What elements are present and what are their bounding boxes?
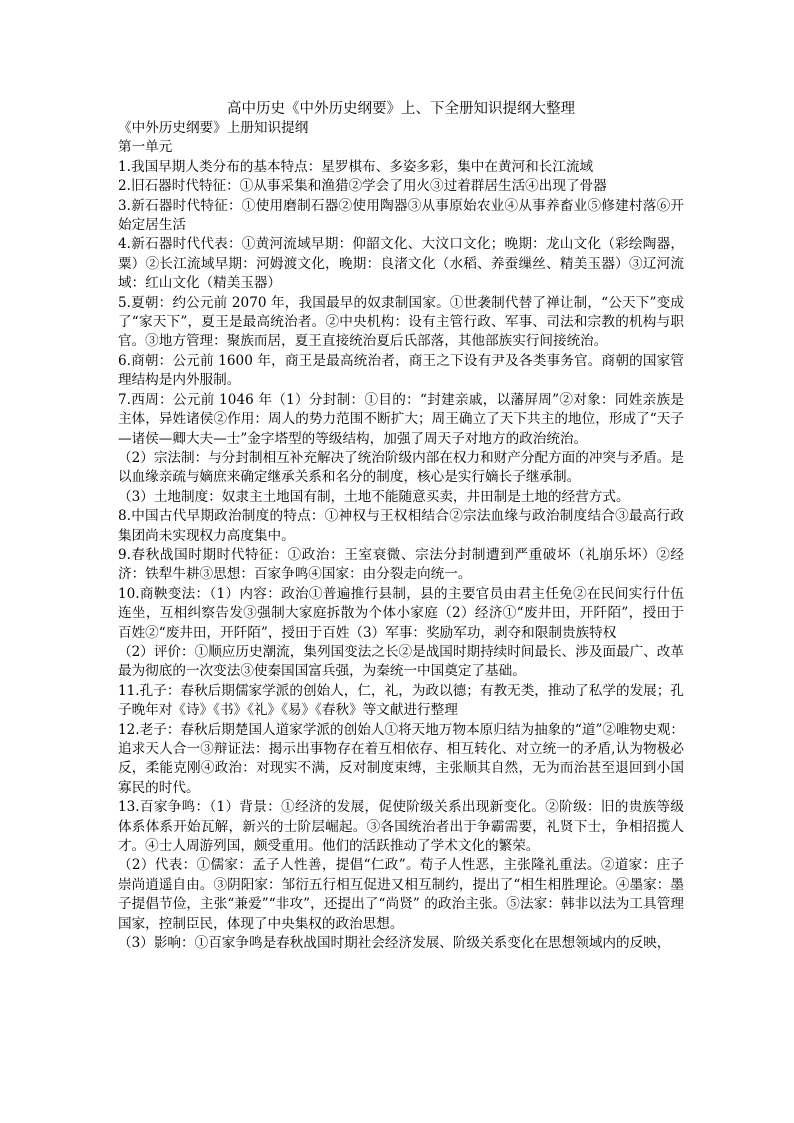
paragraph-11: 11.孔子：春秋后期儒家学派的创始人，仁，礼，为政以德；有教无类，推动了私学的发展；孔子晚年对《诗》《书》《礼》《易》《春秋》等文献进行整理 — [118, 682, 684, 719]
paragraph-7-3: （3）土地制度：奴隶主土地国有制，土地不能随意买卖，井田制是土地的经营方式。 — [118, 488, 630, 505]
unit-heading: 第一单元 — [118, 139, 173, 156]
paragraph-4: 4.新石器时代代表：①黄河流域早期：仰韶文化、大汶口文化；晚期：龙山文化（彩绘陶器，粟）②长江流域早期：河姆渡文化，晚期：良渚文化（水稻、养蚕缫丝、精美玉器）③辽河流域：红山文化（精美玉器） — [118, 236, 684, 292]
paragraph-10: 10.商鞅变法：（1）内容：政治①普遍推行县制，县的主要官员由君主任免②在民间实行什伍连坐，互相纠察告发③强制大家庭拆散为个体小家庭（2）经济①“废井田，开阡陌”，授田于百姓②“废井田，开阡陌”，授田于百姓（3）军事：奖励军功，剥夺和限制贵族特权 — [118, 585, 684, 641]
paragraph-10-2: （2）评价：①顺应历史潮流，集列国变法之长②是战国时期持续时间最长、涉及面最广、改革最为彻底的一次变法③使秦国国富兵强，为秦统一中国奠定了基础。 — [118, 643, 684, 680]
paragraph-2: 2.旧石器时代特征：①从事采集和渔猎②学会了用火③过着群居生活④出现了骨器 — [118, 178, 607, 195]
paragraph-7-2: （2）宗法制：与分封制相互补充解决了统治阶级内部在权力和财产分配方面的冲突与矛盾。是以血缘亲疏与嫡庶来确定继承关系和名分的制度，核心是实行嫡长子继承制。 — [118, 449, 684, 486]
paragraph-8: 8.中国古代早期政治制度的特点：①神权与王权相结合②宗法血缘与政治制度结合③最高行政集团尚未实现权力高度集中。 — [118, 508, 684, 544]
paragraph-3: 3.新石器时代特征：①使用磨制石器②使用陶器③从事原始农业④从事养畜业⑤修建村落⑥开始定居生活 — [118, 197, 684, 234]
document-subtitle: 《中外历史纲要》上册知识提纲 — [118, 120, 309, 136]
paragraph-7: 7.西周：公元前 1046 年（1）分封制：①目的：“封建亲戚，以藩屏周”②对象：同姓亲族是主体，异姓诸侯②作用：周人的势力范围不断扩大；周王确立了天下共主的地位，形成了“天子—诸侯—卿大夫—士”金字塔型的等级结构，加强了周天子对地方的政治统治。 — [118, 391, 684, 447]
paragraph-13: 13.百家争鸣：（1）背景：①经济的发展，促使阶级关系出现新变化。②阶级：旧的贵族等级体系体系开始瓦解，新兴的士阶层崛起。③各国统治者出于争霸需要，礼贤下士，争相招揽人才。④士人周游列国，颇受重用。他们的活跃推动了学术文化的繁荣。 — [118, 799, 684, 855]
paragraph-12: 12.老子：春秋后期楚国人道家学派的创始人①将天地万物本原归结为抽象的“道”②唯物史观：追求天人合一③辩证法：揭示出事物存在着互相依存、相互转化、对立统一的矛盾,认为物极必反，柔能克刚④政治：对现实不满，反对制度束缚，主张顺其自然，无为而治甚至退回到小国寡民的时代。 — [118, 721, 684, 796]
paragraph-9: 9.春秋战国时期时代特征：①政治：王室衰微、宗法分封制遭到严重破坏（礼崩乐坏）②经济：铁犁牛耕③思想：百家争鸣④国家：由分裂走向统一。 — [118, 546, 684, 583]
document-title: 高中历史《中外历史纲要》上、下全册知识提纲大整理 — [227, 101, 575, 117]
paragraph-6: 6.商朝：公元前 1600 年，商王是最高统治者，商王之下设有尹及各类事务官。商朝的国家管理结构是内外服制。 — [118, 352, 684, 389]
paragraph-13-2: （2）代表：①儒家：孟子人性善，提倡“仁政”。荀子人性恶，主张隆礼重法。②道家：庄子崇尚逍遥自由。③阴阳家：邹衍五行相互促进又相互制约，提出了“相生相胜理论。④墨家：墨子提倡节俭，主张“兼爱”“非攻”，还提出了“尚贤” 的政治主张。⑤法家：韩非以法为工具管理国家，控制臣民，体现了中央集权的政治思想。 — [118, 857, 684, 932]
paragraph-5: 5.夏朝：约公元前 2070 年，我国最早的奴隶制国家。①世袭制代替了禅让制，“公天下”变成了“家天下”，夏王是最高统治者。②中央机构：设有主管行政、军事、司法和宗教的机构与职官。③地方管理：聚族而居，夏王直接统治夏后氏部落，其他部族实行间接统治。 — [118, 294, 684, 350]
document-page — [118, 99, 684, 953]
paragraph-1: 1.我国早期人类分布的基本特点：星罗棋布、多姿多彩，集中在黄河和长江流域 — [118, 158, 594, 175]
paragraph-13-3: （3）影响：①百家争鸣是春秋战国时期社会经济发展、阶级关系变化在思想领域内的反映， — [118, 935, 671, 952]
